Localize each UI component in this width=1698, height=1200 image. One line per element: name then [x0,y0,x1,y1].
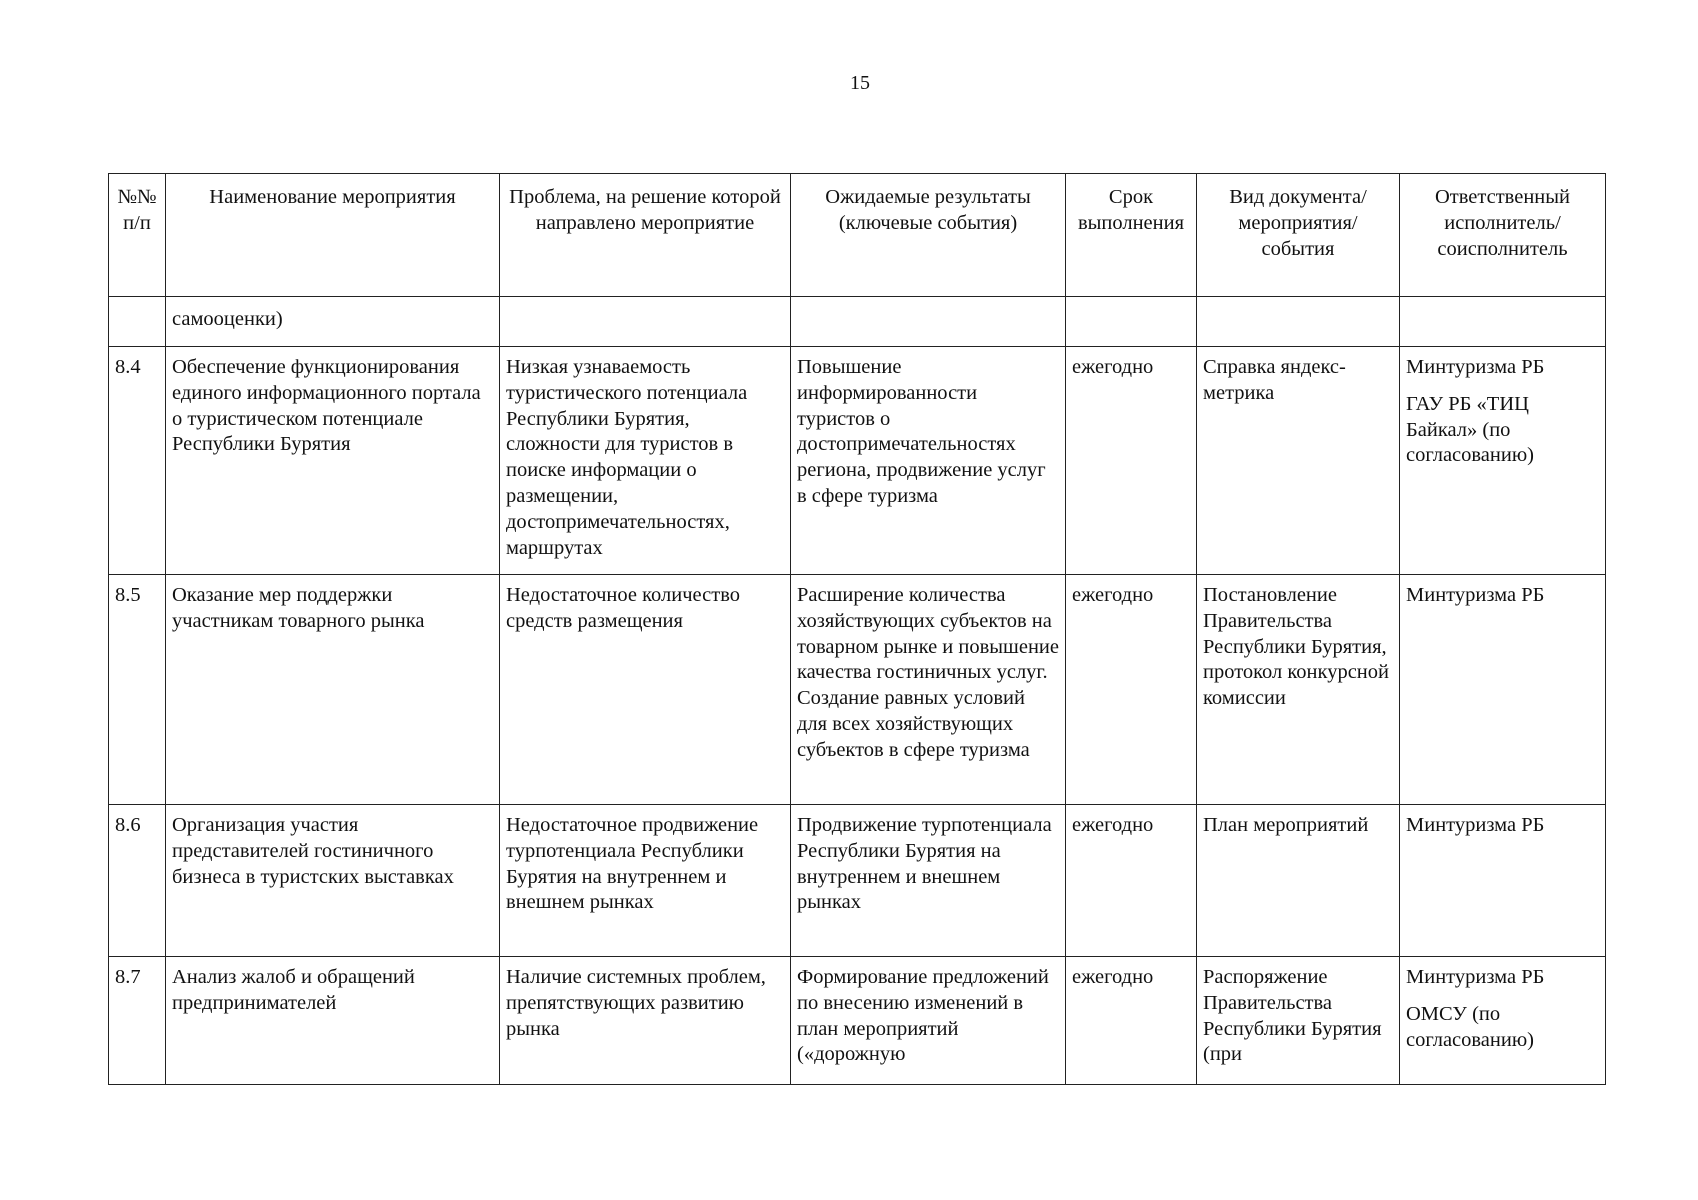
table-header-row [109,174,1606,297]
responsible-co: ГАУ РБ «ТИЦ Байкал» (по согласованию) [1406,392,1534,467]
header-problem: Проблема, на решение которой направлено мероприятие [500,174,791,297]
term: ежегодно [1066,805,1197,957]
document-type: Распоряжение Правительства Республики Бурятия (при [1197,957,1400,1085]
problem [500,297,791,347]
header-number: №№ п/п [109,174,166,297]
responsible [1400,957,1606,1085]
table-row [109,297,1606,347]
problem: Низкая узнаваемость туристического потенциала Республики Бурятия, сложности для туристов в поиске информации о размещении, достопримечательностях, маршрутах [500,347,791,575]
row-number [109,297,166,347]
problem: Наличие системных проблем, препятствующих развитию рынка [500,957,791,1085]
term: ежегодно [1066,575,1197,805]
measure-name: Оказание мер поддержки участникам товарного рынка [166,575,500,805]
responsible [1400,297,1606,347]
problem: Недостаточное продвижение турпотенциала Республики Бурятия на внутреннем и внешнем рынках [500,805,791,957]
expected-result: Расширение количества хозяйствующих субъектов на товарном рынке и повышение качества гостиничных услуг. Создание равных условий для всех хозяйствующих субъектов в сфере туризма [791,575,1066,805]
term: ежегодно [1066,957,1197,1085]
expected-result [791,297,1066,347]
term: ежегодно [1066,347,1197,575]
measure-name: Организация участия представителей гостиничного бизнеса в туристских выставках [166,805,500,957]
row-number: 8.5 [109,575,166,805]
measure-name: Анализ жалоб и обращений предпринимателей [166,957,500,1085]
term [1066,297,1197,347]
expected-result: Повышение информированности туристов о достопримечательностях региона, продвижение услуг в сфере туризма [791,347,1066,575]
measure-name: самооценки) [166,297,500,347]
responsible-main: Минтуризма РБ [1406,814,1545,836]
responsible-main: Минтуризма РБ [1406,584,1545,606]
responsible [1400,575,1606,805]
row-number: 8.6 [109,805,166,957]
responsible-main: Минтуризма РБ [1406,356,1545,378]
measures-table [108,173,1606,1085]
row-number: 8.4 [109,347,166,575]
page-number: 15 [850,72,870,94]
document-type: План мероприятий [1197,805,1400,957]
responsible [1400,347,1606,575]
document-type [1197,297,1400,347]
measure-name: Обеспечение функционирования единого информационного портала о туристическом потенциале Республики Бурятия [166,347,500,575]
responsible-co: ОМСУ (по согласованию) [1406,1002,1534,1051]
expected-result: Продвижение турпотенциала Республики Бурятия на внутреннем и внешнем рынках [791,805,1066,957]
responsible-main: Минтуризма РБ [1406,966,1545,988]
table-row [109,957,1606,1085]
table-row [109,805,1606,957]
responsible [1400,805,1606,957]
problem: Недостаточное количество средств размещения [500,575,791,805]
document-type: Постановление Правительства Республики Бурятия, протокол конкурсной комиссии [1197,575,1400,805]
header-responsible: Ответственный исполнитель/ соисполнитель [1400,174,1606,297]
row-number: 8.7 [109,957,166,1085]
header-measure-name: Наименование мероприятия [166,174,500,297]
header-term: Срок выполнения [1066,174,1197,297]
table-row [109,575,1606,805]
expected-result: Формирование предложений по внесению изменений в план мероприятий («дорожную [791,957,1066,1085]
header-document-type: Вид документа/ мероприятия/ события [1197,174,1400,297]
table-row [109,347,1606,575]
document-type: Справка яндекс-метрика [1197,347,1400,575]
header-expected-results: Ожидаемые результаты (ключевые события) [791,174,1066,297]
